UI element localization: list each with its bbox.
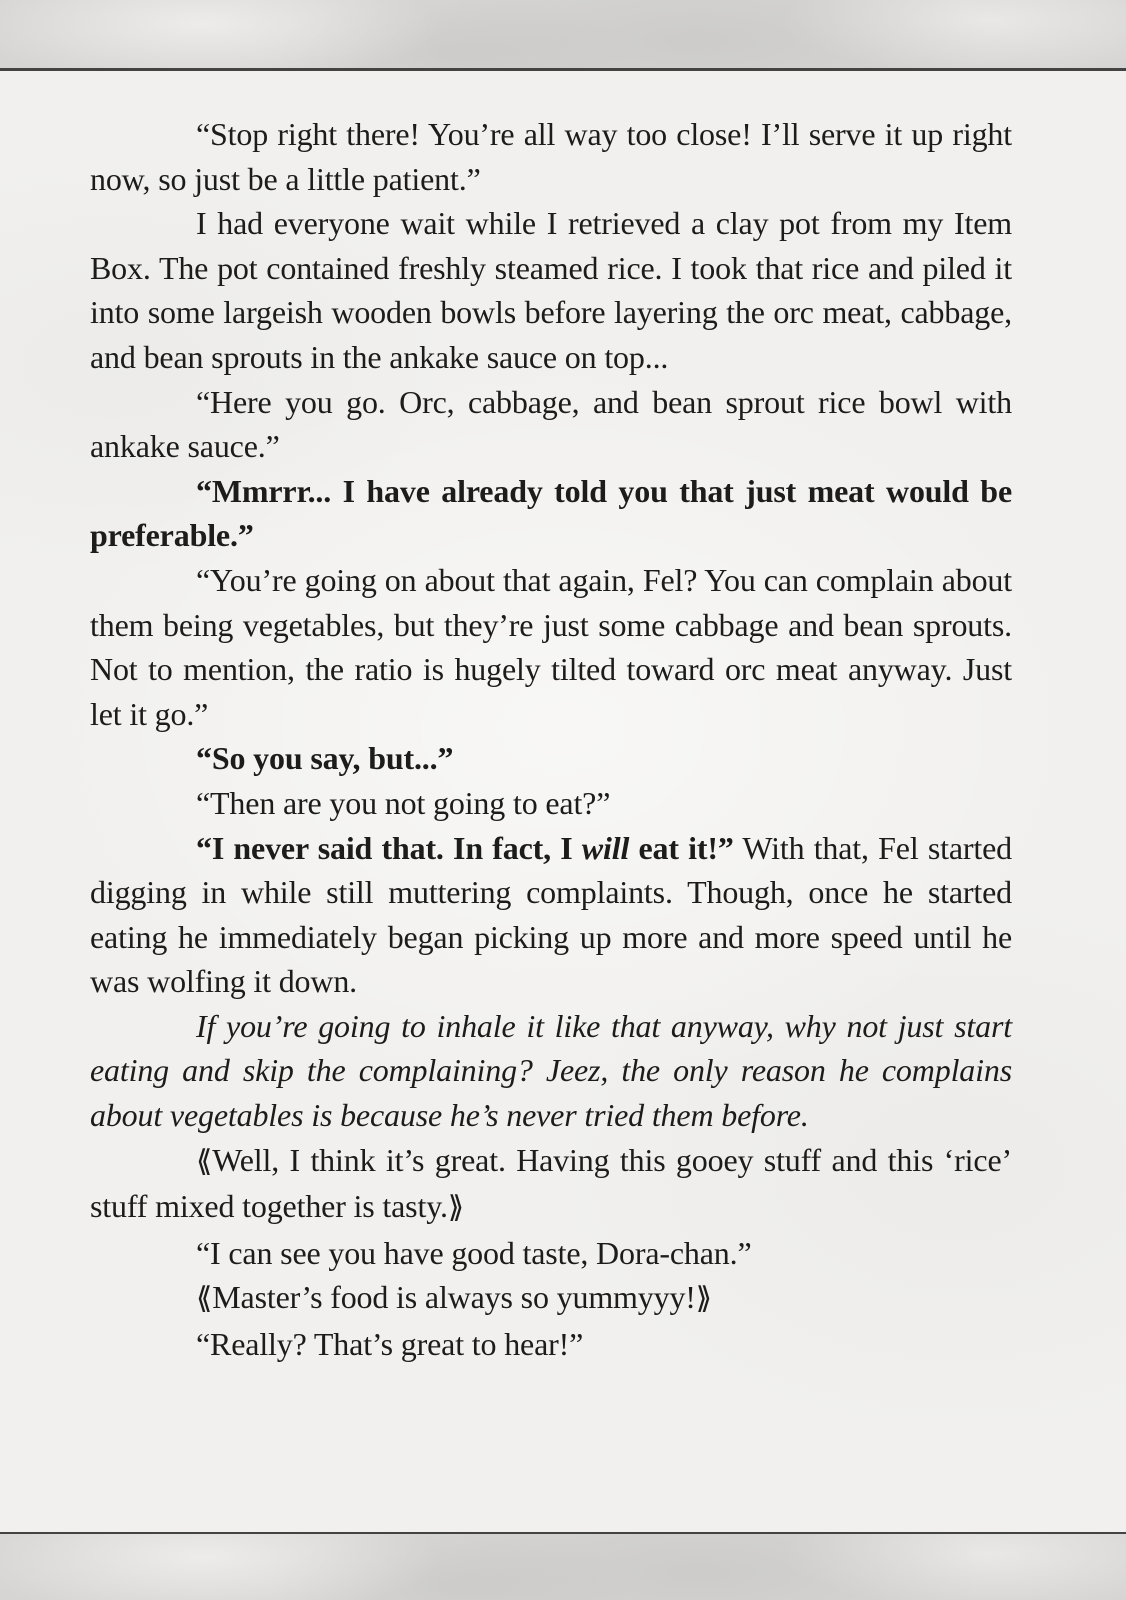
paragraph-11: [90, 1231, 1012, 1276]
page-content-area: [0, 71, 1126, 1532]
paragraph-12: [90, 1275, 1012, 1322]
paragraph-1: [90, 112, 1012, 201]
text-segment-italic: If you’re going to inhale it like that anyway, why not just start eating and skip the complaining? Jeez, the only reason he complains about vegetables is because he’s never tried them before.: [90, 1007, 1012, 1134]
page-top-margin: [0, 0, 1126, 68]
page-bottom-margin: [0, 1534, 1126, 1600]
text-segment-bold: “Mmrrr... I have already told you that just meat would be preferable.”: [90, 472, 1012, 554]
paragraph-13: [90, 1322, 1012, 1367]
paragraph-7: [90, 781, 1012, 826]
text-segment-normal: ⟨⟨ Well, I think it’s great. Having this gooey stuff and this ‘rice’ stuff mixed together is tasty.⟩⟩: [90, 1141, 1012, 1226]
text-segment-bold-italic: will: [581, 829, 630, 866]
double-angle-open-bracket: ⟨⟨: [196, 1143, 206, 1179]
paragraph-6: [90, 736, 1012, 781]
double-angle-close-bracket: ⟩⟩: [447, 1190, 457, 1226]
text-segment-normal: I had everyone wait while I retrieved a clay pot from my Item Box. The pot contained freshly steamed rice. I took that rice and piled it into some largeish wooden bowls before layering the orc meat, cabbage, and bean sprouts in the ankake sauce on top...: [90, 205, 1012, 375]
text-segment-bold: “I never said that. In fact, I: [196, 829, 582, 866]
paragraph-9: [90, 1004, 1012, 1138]
double-angle-close-bracket: ⟩⟩: [695, 1281, 705, 1317]
text-segment-bold: eat it!”: [629, 829, 734, 866]
text-segment-normal: “Stop right there! You’re all way too close! I’ll serve it up right now, so just be a little patient.”: [90, 116, 1012, 197]
text-segment-normal: “Then are you not going to eat?”: [196, 784, 611, 821]
paragraph-5: [90, 558, 1012, 736]
text-block: [90, 112, 1012, 1367]
text-segment-normal: “Really? That’s great to hear!”: [196, 1326, 584, 1363]
paragraph-3: [90, 380, 1012, 469]
double-angle-open-bracket: ⟨⟨: [196, 1281, 206, 1317]
text-segment-normal: “Here you go. Orc, cabbage, and bean sprout rice bowl with ankake sauce.”: [90, 383, 1012, 465]
paragraph-8: [90, 826, 1012, 1004]
text-segment-bold: “So you say, but...”: [196, 740, 454, 777]
text-segment-normal: With that, Fel started digging in while still muttering complaints. Though, once he started eating he immediately began picking up more and more speed until he was wolfing it down.: [90, 829, 1013, 1000]
text-segment-normal: “I can see you have good taste, Dora-chan.”: [196, 1234, 752, 1271]
text-segment-normal: ⟨⟨ Master’s food is always so yummyyy!⟩⟩: [196, 1279, 705, 1317]
paragraph-2: [90, 201, 1012, 379]
text-segment-normal: “You’re going on about that again, Fel? You can complain about them being vegetables, but they’re just some cabbage and bean sprouts. Not to mention, the ratio is hugely tilted toward orc meat anyway. Just let it go.”: [90, 561, 1012, 732]
paragraph-10: [90, 1138, 1012, 1231]
paragraph-4: [90, 469, 1012, 558]
